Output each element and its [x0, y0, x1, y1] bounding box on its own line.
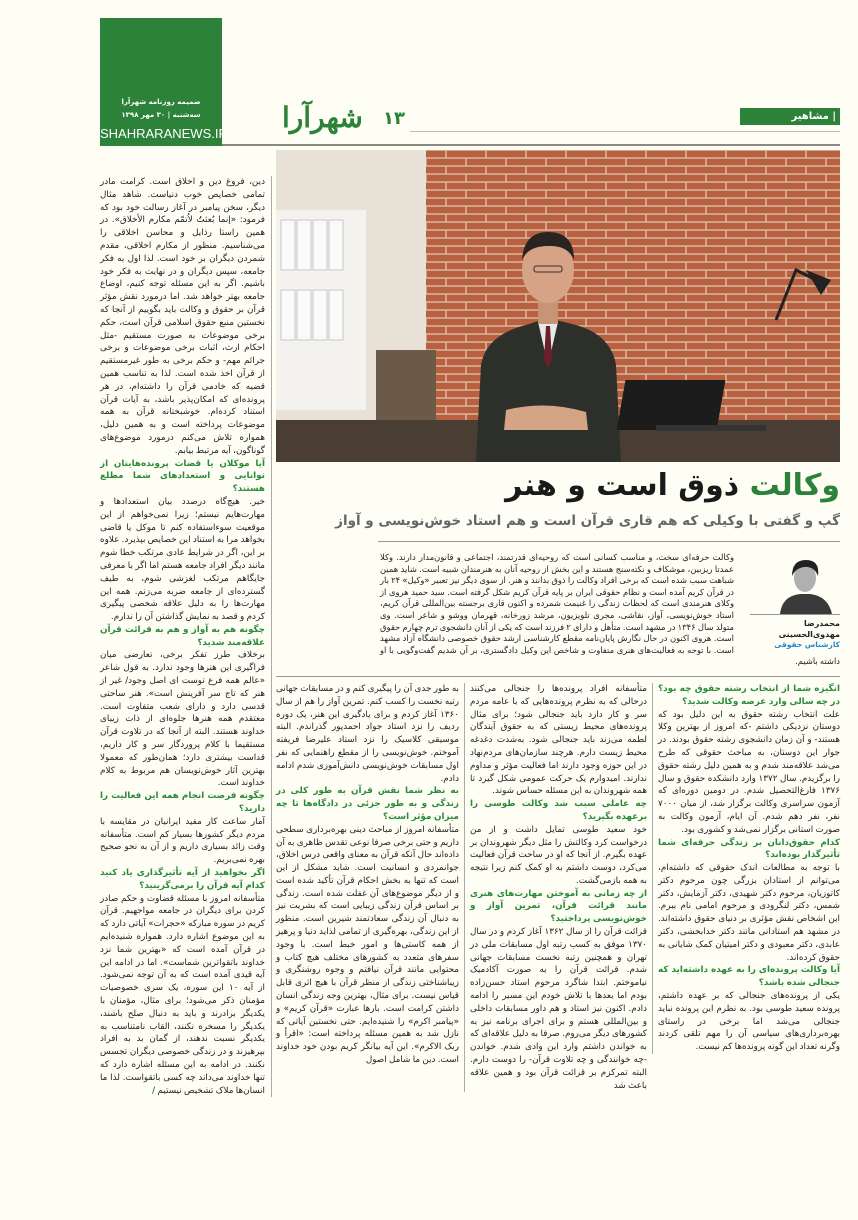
- answer-paragraph: [100, 893, 265, 1098]
- question-heading: چگونه فرصت انجام همه این فعالیت را دارید؟: [100, 791, 265, 815]
- article-lead: وکالت حرفه‌ای سخت، و مناسب کسانی است که روحیه‌ای قدرتمند، اجتماعی و قانون‌مدار دارند. وکلا عمدتا ریزبین، موشکاف و نکته‌سنج هستند و این بخش از روحیه آنان به هنرمندان شبیه است. شاید همین شباهت سبب شده است که برخی افراد وکالت را ذوق بدانند و هنر. از سوی دیگر نیز تعبیر «وکیل» ۲۴ بار در قرآن کریم آمده است و نظام حقوقی ایران بر پایه قرآن کریم شکل گرفته است. سید حمید هروی از وکلای هنرمندی است که لحظات زندگی را غنیمت شمرده و اکنون قاری برجسته بین‌المللی قرآن کریم، استاد خوش‌نویسی، آواز، نقاشی، مجری تلویزیون، مرشد زورخانه، قهرمان ووشو و شاعر است. وی متولد سال ۱۳۴۶ در مشهد است. متأهل و دارای ۲ فرزند است که یکی از آنان دانشجوی ترم چهارم حقوق است. هروی اکنون در حال نگارش پایان‌نامه مقطع کارشناسی ارشد حقوق خصوصی دانشگاه آزاد مشهد است. با توجه به فعالیت‌های هنری متفاوت و شاخص این وکیل دادگستری، بر آن شدیم گفت‌وگویی با او داشته باشیم.: [380, 552, 840, 667]
- supplement-label: ضمیمه روزنامه شهرآرا: [121, 98, 201, 106]
- lead-divider: [276, 676, 840, 677]
- article-column-4: [100, 176, 272, 1097]
- article-column-2: [464, 683, 652, 1093]
- author-avatar: [770, 554, 840, 614]
- question-heading: آیا موکلان یا قضات پرونده‌هایتان از توانایی و استعدادهای شما مطلع هستند؟: [100, 458, 265, 495]
- question-heading: کدام حقوق‌دانان بر زندگی حرفه‌ای شما تأثیرگذار بوده‌اند؟: [658, 837, 840, 861]
- website-link[interactable]: SHAHRARANEWS.IR: [100, 126, 228, 141]
- header-divider: [222, 144, 840, 146]
- question-heading: انگیزه شما از انتخاب رشته حقوق چه بود؟ در چه سالی وارد عرصه وکالت شدید؟: [658, 683, 840, 707]
- author-box: [744, 554, 840, 650]
- answer-paragraph: یکی از پرونده‌های جنجالی که بر عهده داشتم، پرونده سعید طوسی بود. به نظرم این پرونده نباید جنجالی می‌شد اما برخی در راستای بهره‌برداری‌های سیاسی آن را مهم تلقی کردند وگرنه تعداد این گونه پرونده‌ها کم نیست.: [658, 991, 840, 1053]
- title-highlight: وکالت: [749, 468, 840, 503]
- interview-photo: [276, 150, 840, 462]
- answer-paragraph: برخلاف طرز تفکر برخی، تعارضی میان فراگیری این هنرها وجود ندارد. به قول شاعر «عالم همه فرع توست ای اصل وجود/ غیر از هنر که تاج سر آفرینش است». هنر ساحتی قدسی دارد و دارای شعب متفاوت است. معتقدم همه هنرها جلوه‌ای از ذات زیبای خداوند هستند. البته از آنجا که در تلاوت قرآن مستقیما با کلام پروردگار سر و کار داریم، قداست بیشتری دارد؛ همان‌طور که معمولا بهترین آثار خوش‌نویسان هم مربوط به کلام خداوند است.: [100, 650, 265, 789]
- section-label: | مشاهیر: [740, 108, 840, 125]
- article-column-3: [276, 683, 464, 1067]
- question-heading: آیا وکالت پرونده‌ای را به عهده داشته‌اید که جنجالی شده باشد؟: [658, 965, 840, 989]
- author-divider: [750, 614, 840, 615]
- masthead-block: [100, 18, 228, 146]
- article-column-1: [652, 683, 840, 1054]
- lead-section: [276, 552, 840, 668]
- article-columns: [276, 683, 840, 1093]
- newspaper-logo: شهرآرا: [282, 101, 363, 134]
- answer-paragraph: به طور جدی آن را پیگیری کنم و در مسابقات جهانی رتبه نخست را کسب کنم. تمرین آواز را هم از سال ۱۳۶۰ آغاز کردم و برای یادگیری این هنر، یک دوره ردیف را نزد استاد جواد احمدپور گذراندم. البته موسیقی کلاسیک را نزد استاد علیرضا فریفته آموختم. خوش‌نویسی را از مقطع راهنمایی که نفر اول مسابقات خوش‌نویسی دانش‌آموزی شدم ادامه دادم.: [276, 683, 459, 784]
- answer-paragraph: قرائت قرآن را از سال ۱۳۶۲ آغاز کردم و در سال ۱۳۷۰ موفق به کسب رتبه اول مسابقات ملی در تهران و همچنین رتبه نخست مسابقات جهانی شدم. قرائت قرآن را به صورت آکادمیک نیاموختم. ابتدا شاگرد مرحوم استاد حسن‌زاده بودم اما بعدها با تلاش خودم این مسیر را ادامه دادم. اکنون نیز استاد و هم داور مسابقات داخلی و بین‌المللی هستم و برای اجرای برنامه نیز به کشورهای دیگر می‌روم. صرفا به دلیل علاقه‌ای که به خواندن داشتم وارد این وادی شدم. خواندن -چه خوانندگی و چه تلاوت قرآن- را دوست دارم. البته تمرکزم بر قرائت قرآن بود و همین علاقه باعث شد: [470, 927, 647, 1091]
- answer-paragraph: متأسفانه افراد پرونده‌ها را جنجالی می‌کنند درحالی که به نظرم پرونده‌هایی که با عامه مردم سر و کار دارد باید جنجالی شود؛ برای مثال پرونده‌های محیط زیستی که به حقوق آیندگان لطمه می‌زند باید جنجالی شود. به‌شدت دغدغه محیط زیست دارم. هرچند سازمان‌های مردم‌نهاد در این حوزه وجود دارند اما فعالیت مؤثر و مداوم ندارند. امیدوارم یک حرکت عمومی شکل گیرد تا همه شهروندان به این مسئله حساس شوند.: [470, 683, 647, 797]
- answer-text: متأسفانه امروز با مسئله قضاوت و حکم صادر کردن برای دیگران در جامعه مواجهیم. قرآن کریم در سوره مبارکه «حجرات» آیاتی دارد که به این موضوع اشاره دارد. همواره شنیده‌ایم در قرآن آمده است که «بهترین شما نزد خداوند باتقواترین شماست». اما در ادامه این آیه قیدی آمده است که به آن توجه نمی‌شود. از آیه ۱۰ این سوره، یک سری خصوصیات مؤمنان ذکر می‌شود؛ برای مثال، مؤمنان با یکدیگر برادرند و باید به دنبال صلح باشند، یکدیگر را مسخره نکنند، القاب نامتناسب به یکدیگر نسبت ندهند، از گمان بد به افراد بپرهیزند و در زندگی خصوصی دیگران تجسس نکنند. در ادامه به این مسئله اشاره دارد که تنها خداوند می‌داند چه کسی باتقواست. لذا ما انسان‌ها ملاک تشخیص نیستیم: [100, 893, 265, 1096]
- question-heading: از چه زمانی به آموختن مهارت‌های هنری مانند قرائت قرآن، تمرین آواز و خوش‌نویسی پرداختید؟: [470, 888, 647, 925]
- author-role: کارشناس حقوقی: [774, 640, 840, 649]
- article-subtitle: گپ و گفتی با وکیلی که هم قاری قرآن است و هم استاد خوش‌نویسی و آواز: [335, 513, 840, 529]
- answer-paragraph: خود سعید طوسی تمایل داشت و از من درخواست کرد وکالتش را مثل دیگر شهروندان بر عهده بگیرم. از آنجا که او در ساحت قرآن فعالیت می‌کرد، دوست داشتم به او کمک کنم زیرا نتیجه به همه بازمی‌گشت.: [470, 824, 647, 886]
- article-body: [276, 552, 840, 1092]
- answer-paragraph: آمار ساعت کار مفید ایرانیان در مقایسه با مردم دیگر کشورها بسیار کم است. متأسفانه وقت زائد بسیاری داریم و از آن به نحو صحیح بهره نمی‌بریم.: [100, 816, 265, 866]
- question-heading: به نظر شما نقش قرآن به طور کلی در زندگی و به طور جزئی در دادگاه‌ها تا چه میزان مؤثر است؟: [276, 786, 459, 822]
- article-end-mark: /: [152, 1085, 156, 1096]
- answer-paragraph: علت انتخاب رشته حقوق به این دلیل بود که دوستان نزدیکی داشتم -که امروز از بهترین وکلا هستند- و آن زمان دانشجوی رشته حقوق بودند. در جوار این دوستان، به مباحث حقوقی که طرح می‌شد علاقه‌مند شدم و به همین دلیل رشته حقوق را برگزیدم. سال ۱۳۷۲ وارد دانشکده حقوق و سال ۱۳۷۶ فارغ‌التحصیل شدم. در دومین دوره‌ای که آزمون سراسری وکالت برگزار شد، از میان ۷۰۰۰ نفر، نفر دهم شدم. آن ایام، آزمون وکالت به صورت استانی برگزار نمی‌شد و کشوری بود.: [658, 709, 840, 835]
- title-divider: [378, 541, 840, 542]
- question-heading: چه عاملی سبب شد وکالت طوسی را برعهده بگیرید؟: [470, 799, 647, 822]
- answer-paragraph: با توجه به مطالعات اندک حقوقی که داشته‌ام، می‌توانم از استادان بزرگی چون مرحوم دکتر کاتوزیان، مرحوم دکتر شهیدی، دکتر آزمایش، دکتر شمس، دکتر لنگرودی و مرحوم امامی نام ببرم. این اشخاص نقش مؤثری بر دنیای حقوق داشته‌اند. در مشهد هم استادانی مانند دکتر خدابخشی، دکتر عابدی، دکتر معبودی و دکتر امیتیان کمک شایانی به حقوق کرده‌اند.: [658, 863, 840, 963]
- question-heading: اگر بخواهید از آیه تأثیرگذاری یاد کنید کدام آیه قرآن را برمی‌گزینید؟: [100, 868, 265, 891]
- answer-paragraph: متأسفانه امروز از مباحث دینی بهره‌برداری سطحی داریم و حتی برخی صرفا نوعی تقدس ظاهری به آن داده‌اند حال آنکه قرآن به معنای واقعی درس اخلاق، جوانمردی و انسانیت است. شاید مشکل از این است که تنها به بخش احکام قرآن تأکید شده است و از دیگر موضوع‌های آن غفلت شده است. زندگی بر اساس قرآن زندگی زیبایی است که بشریت نیز به دنبال آن زندگی سعادتمند شیرین است. منظور از این زندگی، بهره‌گیری از تمامی لذاید دنیا و پرهیز از همه کاستی‌ها و امور خبط است. با وجود سفرهای متعدد به کشورهای مختلف هیچ کتاب و محتوایی مانند قرآن نیافتم و وجوه روشنگری و زیباشناختی زندگی از منظر قرآن با هیچ اثری قابل قیاس نیست. برای مثال، بهترین وجه زندگی انسان داشتن کرامت است. بارها عبارت «قرآن کریم» و «پیامبر اکرم» را شنیده‌ایم. حتی نخستین آیاتی که نازل شد به همین مسئله پرداخته است: «اقرأ و ربک الاکرم». این آیه بیانگر کریم بودن خود خداوند است. دین ما شامل اصول: [276, 824, 459, 1066]
- author-name: محمدرضا مهدوی‌الحسینی: [778, 619, 840, 639]
- section-divider: [410, 131, 840, 132]
- answer-paragraph: دین، فروغ دین و اخلاق است. کرامت مادر تمامی خصایص خوب دنیاست. شاهد مثال دیگر، سخن پیامبر در آغاز رسالت خود بود که فرمود: «إنما بُعثتُ لاُتمّم مکارم الأخلاق». در همین راستا رذایل و محاسن اخلاقی را می‌شناسیم. منظور از مکارم اخلاقی، مقدم شمردن دیگران بر خود است. لذا اول به فکر جامعه، سپس دیگران و در نهایت به فکر خود باشیم. اگر به این مسئله توجه کنیم، اوضاع جامعه بهتر خواهد شد. اما درمورد نقش مؤثر قرآن بر حقوق و وکالت باید بگوییم از آنجا که نخستین منبع حقوق اسلامی قرآن است، حکم برخی موضوعات به صورت مستقیم -مثل احکام ارث، اثبات برخی موضوعات و برخی جرائم مهم- و حکم برخی به طور غیرمستقیم از قرآن اخذ شده است. لذا به تناسب همین قضیه که خادمی قرآن را داشته‌ام، در هر پرونده‌ای که امکان‌پذیر باشد، به آیات قرآن استناد کرده‌ام. خوشبختانه قرآن به همه موضوعات پرداخته است و به همین دلیل، همواره تلاش می‌کنم درمورد موضوع‌های گوناگون، آیه مرتبط بیابم.: [100, 177, 265, 456]
- answer-paragraph: خیر. هیچ‌گاه درصدد بیان استعدادها و مهارت‌هایم نیستم؛ زیرا نمی‌خواهم از این موقعیت سوءاستفاده کنم تا موکل یا قاضی بخواهد مرا به استناد این خصایص بپذیرد. علاوه بر این، اگر در شرایط عادی مرتکب خطا شوم مانند دیگر افراد جامعه هستم اما اگر با معرفی جایگاهم مرتکب لغزشی شوم، به طیف گسترده‌ای از جامعه ضربه می‌زنم. همه این مهارت‌ها را به دلیل علاقه شخصی پیگیری کردم و قصد به نمایش گذاشتن آن را ندارم.: [100, 496, 265, 623]
- page-number: ۱۳: [383, 108, 405, 129]
- question-heading: چگونه هم به آواز و هم به قرائت قرآن علاقه‌مند شدید؟: [100, 624, 265, 648]
- title-rest: ذوق است و هنر: [505, 468, 750, 503]
- article-title: [505, 468, 840, 504]
- issue-date: سه‌شنبه | ۳۰ مهر ۱۳۹۸: [121, 111, 201, 119]
